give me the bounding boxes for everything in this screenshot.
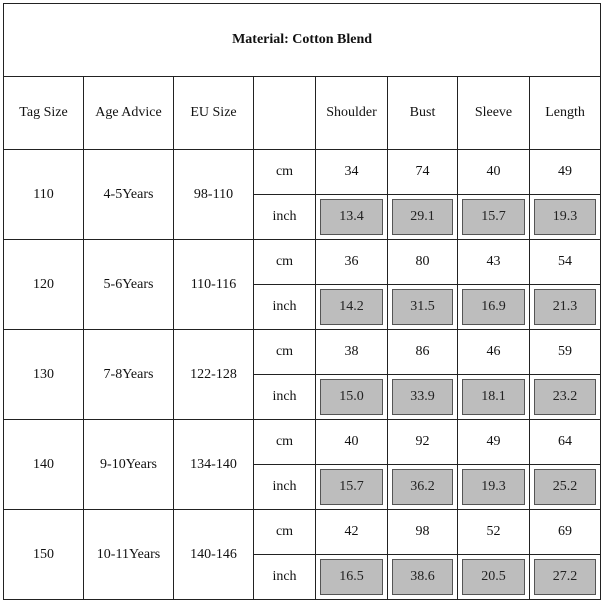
inch-value: 16.9 xyxy=(481,299,506,314)
size-table xyxy=(3,3,601,600)
tag-size-cell: 140 xyxy=(4,420,84,510)
cm-bust: 86 xyxy=(388,330,458,375)
inch-sleeve xyxy=(458,285,530,330)
inch-value: 15.7 xyxy=(339,479,364,494)
inch-value: 19.3 xyxy=(481,479,506,494)
inch-value: 14.2 xyxy=(339,299,364,314)
inch-sleeve xyxy=(458,465,530,510)
inch-length xyxy=(530,195,601,240)
header-unit xyxy=(254,77,316,150)
inch-shoulder xyxy=(316,555,388,600)
age-advice-cell: 10-11Years xyxy=(84,510,174,600)
inch-value: 36.2 xyxy=(410,479,435,494)
inch-value: 18.1 xyxy=(481,389,506,404)
header-length: Length xyxy=(530,77,601,150)
inch-length xyxy=(530,555,601,600)
header-eu-size: EU Size xyxy=(174,77,254,150)
cm-length: 54 xyxy=(530,240,601,285)
unit-cm-label: cm xyxy=(254,510,316,555)
inch-value: 25.2 xyxy=(552,479,578,494)
cm-length: 59 xyxy=(530,330,601,375)
unit-inch-label: inch xyxy=(254,465,316,510)
inch-bust xyxy=(388,465,458,510)
inch-value: 21.3 xyxy=(552,299,578,314)
cm-sleeve: 46 xyxy=(458,330,530,375)
inch-value: 29.1 xyxy=(410,209,435,224)
inch-sleeve xyxy=(458,375,530,420)
inch-value: 23.2 xyxy=(552,389,578,404)
table-title: Material: Cotton Blend xyxy=(4,4,601,77)
header-bust: Bust xyxy=(388,77,458,150)
age-advice-cell: 5-6Years xyxy=(84,240,174,330)
inch-length xyxy=(530,285,601,330)
inch-sleeve xyxy=(458,555,530,600)
age-advice-cell: 4-5Years xyxy=(84,150,174,240)
inch-value: 31.5 xyxy=(410,299,435,314)
eu-size-cell: 98-110 xyxy=(174,150,254,240)
unit-inch-label: inch xyxy=(254,285,316,330)
inch-bust xyxy=(388,555,458,600)
cm-length: 69 xyxy=(530,510,601,555)
tag-size-cell: 150 xyxy=(4,510,84,600)
cm-bust: 98 xyxy=(388,510,458,555)
unit-cm-label: cm xyxy=(254,150,316,195)
cm-sleeve: 49 xyxy=(458,420,530,465)
inch-value: 15.0 xyxy=(339,389,364,404)
unit-inch-label: inch xyxy=(254,555,316,600)
inch-bust xyxy=(388,285,458,330)
header-tag-size: Tag Size xyxy=(4,77,84,150)
header-sleeve: Sleeve xyxy=(458,77,530,150)
inch-value: 16.5 xyxy=(339,569,364,584)
inch-sleeve xyxy=(458,195,530,240)
age-advice-cell: 9-10Years xyxy=(84,420,174,510)
cm-sleeve: 40 xyxy=(458,150,530,195)
tag-size-cell: 120 xyxy=(4,240,84,330)
unit-inch-label: inch xyxy=(254,195,316,240)
inch-shoulder xyxy=(316,465,388,510)
cm-sleeve: 52 xyxy=(458,510,530,555)
cm-shoulder: 34 xyxy=(316,150,388,195)
tag-size-cell: 130 xyxy=(4,330,84,420)
cm-length: 64 xyxy=(530,420,601,465)
inch-bust xyxy=(388,195,458,240)
inch-value: 19.3 xyxy=(552,209,578,224)
inch-value: 15.7 xyxy=(481,209,506,224)
cm-length: 49 xyxy=(530,150,601,195)
cm-shoulder: 40 xyxy=(316,420,388,465)
cm-shoulder: 42 xyxy=(316,510,388,555)
inch-value: 27.2 xyxy=(552,569,578,584)
age-advice-cell: 7-8Years xyxy=(84,330,174,420)
inch-value: 38.6 xyxy=(410,569,435,584)
tag-size-cell: 110 xyxy=(4,150,84,240)
unit-cm-label: cm xyxy=(254,330,316,375)
inch-value: 13.4 xyxy=(339,209,364,224)
cm-bust: 92 xyxy=(388,420,458,465)
unit-cm-label: cm xyxy=(254,420,316,465)
inch-value: 33.9 xyxy=(410,389,435,404)
unit-inch-label: inch xyxy=(254,375,316,420)
inch-value: 20.5 xyxy=(481,569,506,584)
inch-length xyxy=(530,465,601,510)
cm-shoulder: 38 xyxy=(316,330,388,375)
eu-size-cell: 134-140 xyxy=(174,420,254,510)
cm-shoulder: 36 xyxy=(316,240,388,285)
inch-shoulder xyxy=(316,285,388,330)
header-shoulder: Shoulder xyxy=(316,77,388,150)
inch-length xyxy=(530,375,601,420)
cm-sleeve: 43 xyxy=(458,240,530,285)
inch-shoulder xyxy=(316,375,388,420)
unit-cm-label: cm xyxy=(254,240,316,285)
inch-bust xyxy=(388,375,458,420)
cm-bust: 74 xyxy=(388,150,458,195)
inch-shoulder xyxy=(316,195,388,240)
header-age-advice: Age Advice xyxy=(84,77,174,150)
cm-bust: 80 xyxy=(388,240,458,285)
eu-size-cell: 122-128 xyxy=(174,330,254,420)
eu-size-cell: 110-116 xyxy=(174,240,254,330)
eu-size-cell: 140-146 xyxy=(174,510,254,600)
